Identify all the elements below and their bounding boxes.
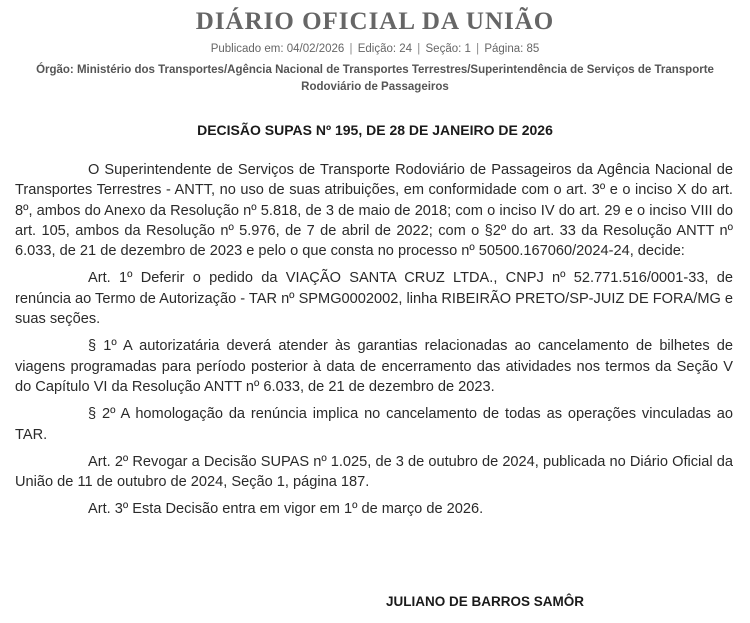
meta-separator: |: [349, 43, 353, 55]
edition-number: Edição: 24: [357, 43, 413, 55]
published-date: Publicado em: 04/02/2026: [210, 43, 345, 55]
decision-body: [15, 160, 733, 527]
article-1-paragraph: Art. 1º Deferir o pedido da VIAÇÃO SANTA CRUZ LTDA., CNPJ nº 52.771.516/0001-33, de renúncia ao Termo de Autorização - TAR nº SPMG0002002, linha RIBEIRÃO PRETO/SP-JUIZ DE FORA/MG e suas seções.: [15, 270, 734, 328]
masthead-title: DIÁRIO OFICIAL DA UNIÃO: [195, 8, 555, 35]
article-3-paragraph: Art. 3º Esta Decisão entra em vigor em 1º de março de 2026.: [88, 501, 484, 518]
signatory-name: JULIANO DE BARROS SAMÔR: [386, 594, 585, 609]
orgao-value: Ministério dos Transportes/Agência Nacional de Transportes Terrestres/Superintendência de Serviços de Transporte Rodoviário de Passageiros: [76, 64, 714, 93]
decision-title: DECISÃO SUPAS Nº 195, DE 28 DE JANEIRO DE 2026: [197, 122, 553, 138]
publication-meta: [0, 43, 750, 55]
page-number: Página: 85: [484, 43, 540, 55]
paragraph-2: § 2º A homologação da renúncia implica no cancelamento de todas as operações vinculadas ao TAR.: [15, 406, 733, 443]
meta-separator: |: [417, 43, 421, 55]
paragraph-1: § 1º A autorizatária deverá atender às garantias relacionadas ao cancelamento de bilhetes de viagens programadas para período posterior à data de encerramento das atividades nos termos da Seção V do Capítulo VI da Resolução ANTT nº 6.033, de 21 de dezembro de 2023.: [15, 338, 733, 395]
meta-separator: |: [476, 43, 480, 55]
section-number: Seção: 1: [425, 43, 471, 55]
orgao-line: [20, 62, 730, 96]
article-2-paragraph: Art. 2º Revogar a Decisão SUPAS nº 1.025, de 3 de outubro de 2024, publicada no Diário Oficial da União de 11 de outubro de 2024, Seção 1, página 187.: [15, 453, 733, 491]
preamble-paragraph: O Superintendente de Serviços de Transporte Rodoviário de Passageiros da Agência Nacional de Transportes Terrestres - ANTT, no uso de suas atribuições, em conformidade com o art. 3º e o inciso X do art. 8º, ambos do Anexo da Resolução nº 5.818, de 3 de maio de 2018; com o inciso IV do art. 29 e o inciso VIII do art. 105, ambos da Resolução nº 5.976, de 7 de abril de 2022; com o §2º do art. 33 da Resolução ANTT nº 6.033, de 21 de dezembro de 2023 e pelo o que consta no processo nº 50500.167060/2024-24, decide:: [15, 162, 733, 260]
orgao-label: Órgão:: [36, 64, 74, 76]
